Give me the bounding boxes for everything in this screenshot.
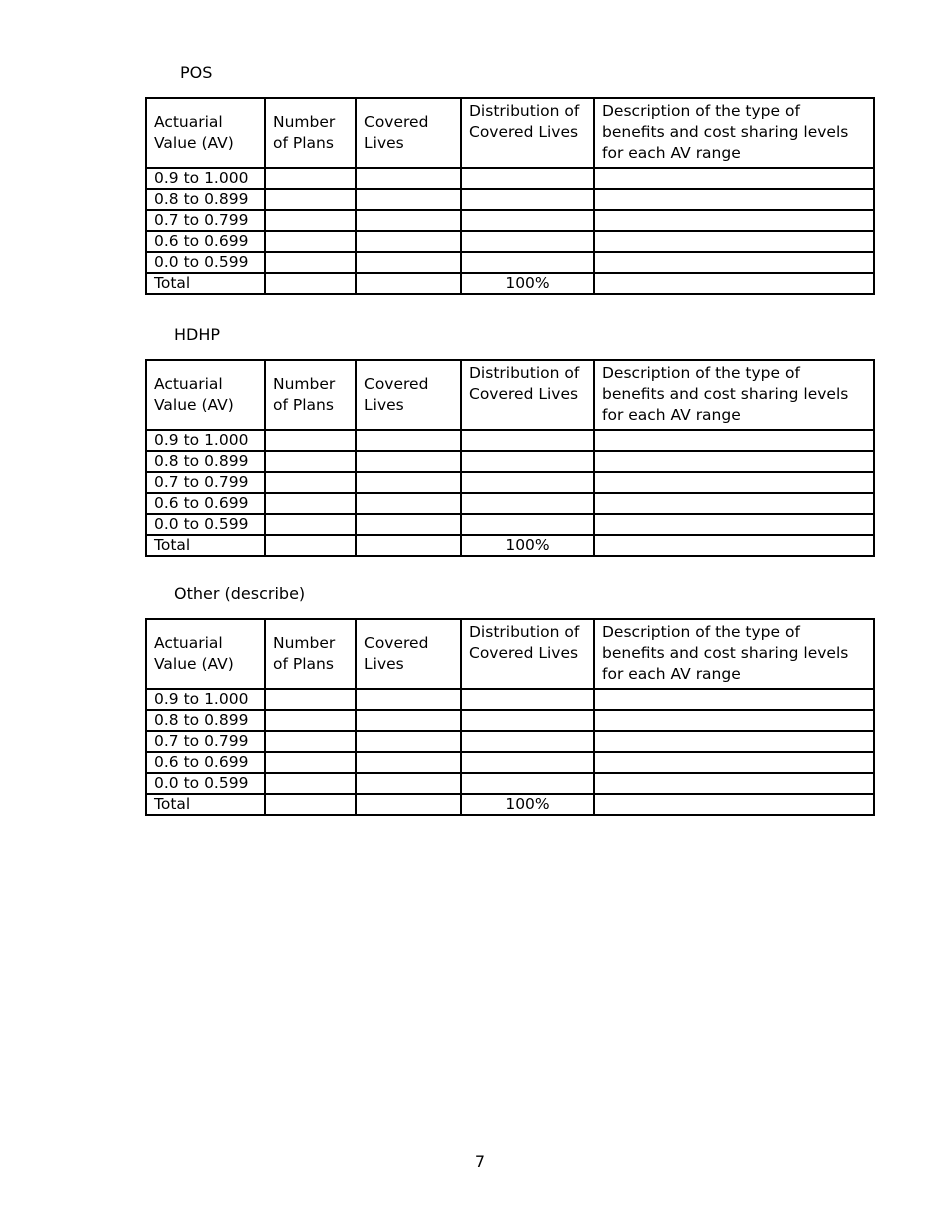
header-covered-lives: Covered Lives	[356, 619, 461, 689]
number-of-plans-cell	[265, 210, 356, 231]
description-cell	[594, 773, 874, 794]
av-range-cell: 0.7 to 0.799	[146, 731, 265, 752]
covered-lives-cell	[356, 451, 461, 472]
table-row	[146, 231, 874, 252]
total-label: Total	[146, 535, 265, 556]
table-row	[146, 731, 874, 752]
total-label: Total	[146, 273, 265, 294]
header-covered-lives: Covered Lives	[356, 360, 461, 430]
number-of-plans-cell	[265, 493, 356, 514]
total-row	[146, 273, 874, 294]
distribution-cell	[461, 689, 594, 710]
av-range-cell: 0.7 to 0.799	[146, 472, 265, 493]
distribution-cell	[461, 430, 594, 451]
number-of-plans-cell	[265, 535, 356, 556]
header-av: Actuarial Value (AV)	[146, 98, 265, 168]
distribution-cell	[461, 773, 594, 794]
header-distribution: Distribution of Covered Lives	[461, 619, 594, 689]
description-cell	[594, 210, 874, 231]
header-row	[146, 360, 874, 430]
covered-lives-cell	[356, 731, 461, 752]
covered-lives-cell	[356, 752, 461, 773]
distribution-cell	[461, 231, 594, 252]
covered-lives-cell	[356, 493, 461, 514]
av-range-cell: 0.9 to 1.000	[146, 430, 265, 451]
header-distribution: Distribution of Covered Lives	[461, 360, 594, 430]
page-number: 7	[474, 1152, 486, 1171]
section-title: Other (describe)	[174, 584, 306, 603]
table-row	[146, 689, 874, 710]
av-range-cell: 0.0 to 0.599	[146, 514, 265, 535]
description-cell	[594, 189, 874, 210]
distribution-cell	[461, 710, 594, 731]
description-cell	[594, 731, 874, 752]
av-range-cell: 0.6 to 0.699	[146, 493, 265, 514]
header-row	[146, 98, 874, 168]
av-table	[145, 618, 875, 816]
description-cell	[594, 472, 874, 493]
description-cell	[594, 535, 874, 556]
number-of-plans-cell	[265, 231, 356, 252]
av-range-cell: 0.7 to 0.799	[146, 210, 265, 231]
distribution-cell	[461, 731, 594, 752]
description-cell	[594, 451, 874, 472]
table-row	[146, 472, 874, 493]
distribution-cell	[461, 493, 594, 514]
table-row	[146, 252, 874, 273]
distribution-cell	[461, 189, 594, 210]
av-range-cell: 0.6 to 0.699	[146, 752, 265, 773]
av-table	[145, 97, 875, 295]
section-title: HDHP	[174, 325, 221, 344]
number-of-plans-cell	[265, 752, 356, 773]
total-label: Total	[146, 794, 265, 815]
header-av: Actuarial Value (AV)	[146, 360, 265, 430]
description-cell	[594, 514, 874, 535]
covered-lives-cell	[356, 430, 461, 451]
description-cell	[594, 710, 874, 731]
av-range-cell: 0.9 to 1.000	[146, 689, 265, 710]
av-range-cell: 0.6 to 0.699	[146, 231, 265, 252]
table-row	[146, 493, 874, 514]
description-cell	[594, 273, 874, 294]
table-row	[146, 752, 874, 773]
av-range-cell: 0.8 to 0.899	[146, 451, 265, 472]
av-range-cell: 0.0 to 0.599	[146, 773, 265, 794]
covered-lives-cell	[356, 273, 461, 294]
av-range-cell: 0.0 to 0.599	[146, 252, 265, 273]
distribution-cell	[461, 514, 594, 535]
description-cell	[594, 252, 874, 273]
header-description: Description of the type of benefits and cost sharing levels for each AV range	[594, 360, 874, 430]
distribution-cell	[461, 252, 594, 273]
number-of-plans-cell	[265, 710, 356, 731]
total-distribution: 100%	[461, 273, 594, 294]
description-cell	[594, 794, 874, 815]
description-cell	[594, 752, 874, 773]
total-row	[146, 535, 874, 556]
covered-lives-cell	[356, 472, 461, 493]
av-range-cell: 0.8 to 0.899	[146, 189, 265, 210]
distribution-cell	[461, 451, 594, 472]
number-of-plans-cell	[265, 731, 356, 752]
header-number-of-plans: Number of Plans	[265, 619, 356, 689]
number-of-plans-cell	[265, 514, 356, 535]
av-range-cell: 0.8 to 0.899	[146, 710, 265, 731]
number-of-plans-cell	[265, 451, 356, 472]
number-of-plans-cell	[265, 794, 356, 815]
number-of-plans-cell	[265, 189, 356, 210]
header-description: Description of the type of benefits and cost sharing levels for each AV range	[594, 98, 874, 168]
table-row	[146, 514, 874, 535]
av-range-cell: 0.9 to 1.000	[146, 168, 265, 189]
covered-lives-cell	[356, 231, 461, 252]
covered-lives-cell	[356, 794, 461, 815]
av-table	[145, 359, 875, 557]
number-of-plans-cell	[265, 689, 356, 710]
covered-lives-cell	[356, 710, 461, 731]
description-cell	[594, 231, 874, 252]
header-number-of-plans: Number of Plans	[265, 360, 356, 430]
number-of-plans-cell	[265, 252, 356, 273]
distribution-cell	[461, 168, 594, 189]
header-number-of-plans: Number of Plans	[265, 98, 356, 168]
covered-lives-cell	[356, 252, 461, 273]
covered-lives-cell	[356, 210, 461, 231]
table-row	[146, 451, 874, 472]
table-row	[146, 168, 874, 189]
header-row	[146, 619, 874, 689]
covered-lives-cell	[356, 168, 461, 189]
distribution-cell	[461, 472, 594, 493]
header-distribution: Distribution of Covered Lives	[461, 98, 594, 168]
table-row	[146, 189, 874, 210]
table-row	[146, 210, 874, 231]
description-cell	[594, 493, 874, 514]
table-row	[146, 430, 874, 451]
distribution-cell	[461, 752, 594, 773]
covered-lives-cell	[356, 689, 461, 710]
covered-lives-cell	[356, 773, 461, 794]
distribution-cell	[461, 210, 594, 231]
header-covered-lives: Covered Lives	[356, 98, 461, 168]
description-cell	[594, 168, 874, 189]
number-of-plans-cell	[265, 472, 356, 493]
table-row	[146, 710, 874, 731]
covered-lives-cell	[356, 514, 461, 535]
table-row	[146, 773, 874, 794]
covered-lives-cell	[356, 535, 461, 556]
header-description: Description of the type of benefits and cost sharing levels for each AV range	[594, 619, 874, 689]
number-of-plans-cell	[265, 773, 356, 794]
covered-lives-cell	[356, 189, 461, 210]
section-title: POS	[180, 63, 213, 82]
header-av: Actuarial Value (AV)	[146, 619, 265, 689]
description-cell	[594, 430, 874, 451]
total-row	[146, 794, 874, 815]
total-distribution: 100%	[461, 794, 594, 815]
number-of-plans-cell	[265, 430, 356, 451]
number-of-plans-cell	[265, 168, 356, 189]
description-cell	[594, 689, 874, 710]
number-of-plans-cell	[265, 273, 356, 294]
total-distribution: 100%	[461, 535, 594, 556]
